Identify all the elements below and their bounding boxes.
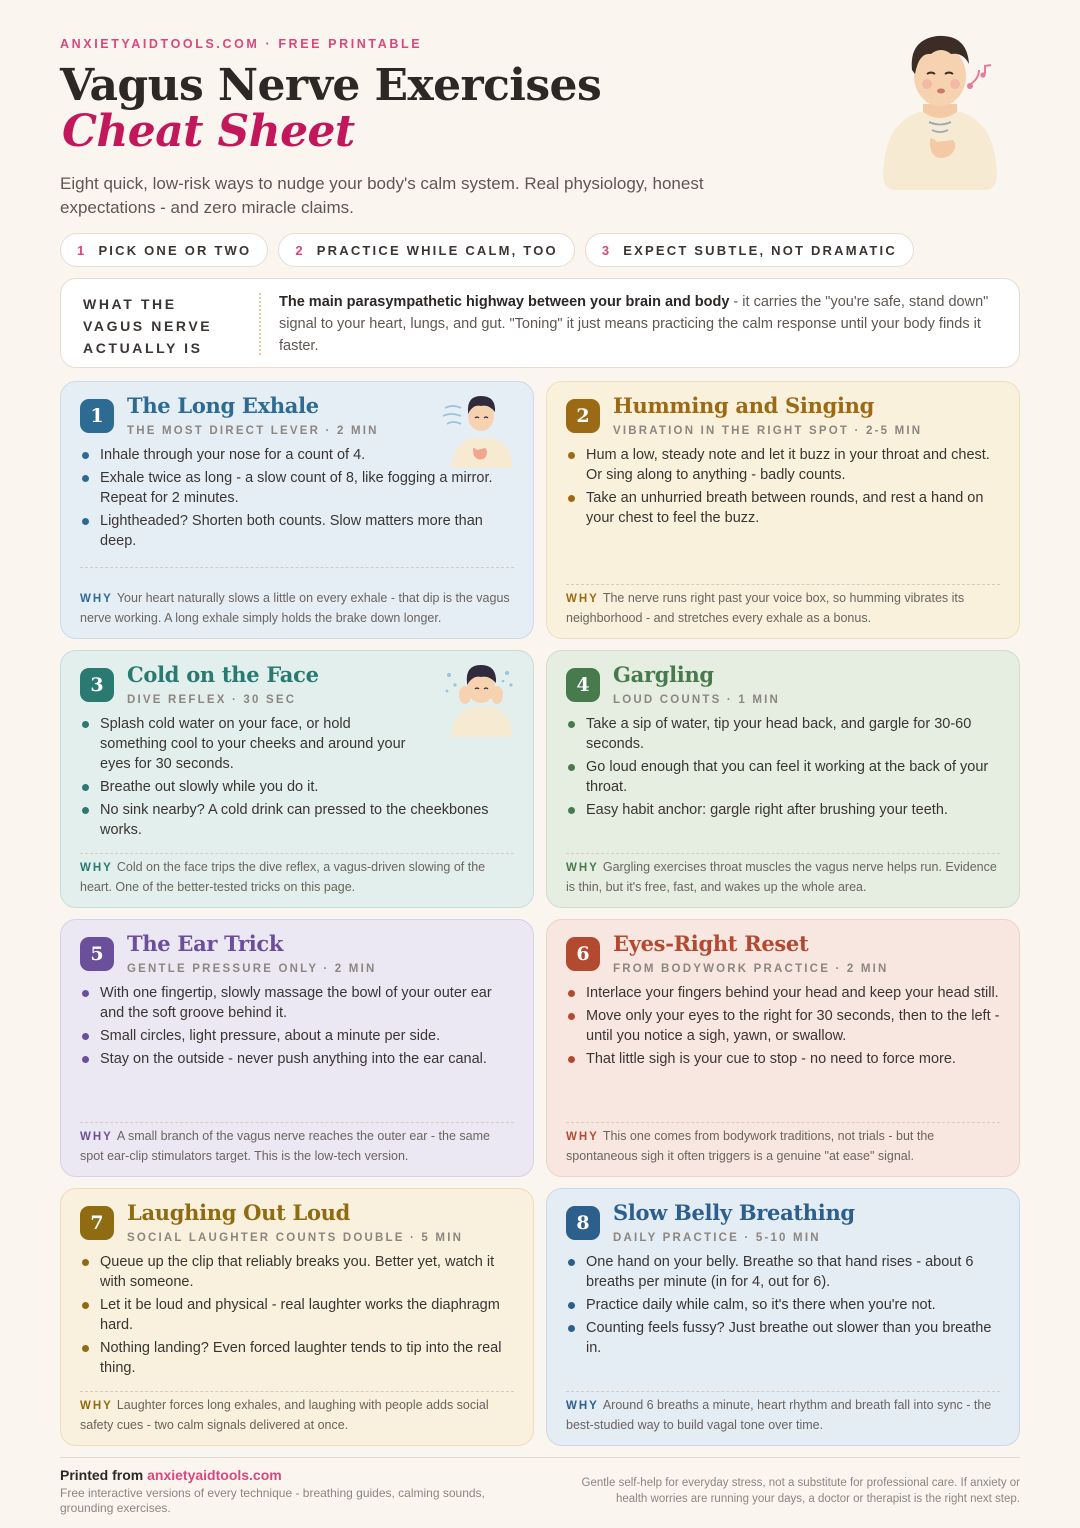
bullet-text: Move only your eyes to the right for 30 seconds, then to the left - until you notice a sigh, yawn, or swallow.	[586, 1008, 1000, 1044]
card-subtitle: DIVE REFLEX · 30 SEC	[127, 694, 297, 706]
why-text: A small branch of the vagus nerve reaches the outer ear - the same spot ear-clip stimulators target. This is the low-tech version.	[80, 1129, 490, 1163]
definition-label: WHAT THE VAGUS NERVE ACTUALLY IS	[83, 296, 213, 356]
bullet-text: Go loud enough that you can feel it working at the back of your throat.	[586, 759, 989, 795]
bullet-dot	[568, 990, 575, 997]
hero-humming-person-illustration	[875, 24, 1005, 194]
bullet-text: Nothing landing? Even forced laughter tends to tip into the real thing.	[100, 1340, 502, 1376]
card-why	[80, 1127, 516, 1166]
card-bullets	[567, 714, 1003, 823]
card-bullet	[81, 1026, 517, 1046]
bullet-dot	[568, 1259, 575, 1266]
bullet-text: Counting feels fussy? Just breathe out slower than you breathe in.	[586, 1320, 992, 1356]
why-text: Around 6 breaths a minute, heart rhythm and breath fall into sync - the best-studied way to build vagal tone over time.	[566, 1398, 992, 1432]
site-link[interactable]: anxietyaidtools.com	[147, 1467, 282, 1483]
card-bullet	[567, 800, 1003, 820]
card-title: The Ear Trick	[127, 931, 284, 956]
card-why	[80, 589, 516, 628]
card-bullet	[567, 1049, 1003, 1069]
bullet-dot	[82, 807, 89, 814]
card-number-badge: 4	[566, 668, 600, 702]
bullet-dot	[82, 990, 89, 997]
step-number: 1	[77, 242, 87, 258]
step-label: EXPECT SUBTLE, NOT DRAMATIC	[623, 242, 897, 258]
bullet-dot	[82, 452, 89, 459]
step-label: PRACTICE WHILE CALM, TOO	[316, 242, 558, 258]
exercise-card-7	[60, 1188, 534, 1446]
card-title: Gargling	[613, 662, 714, 687]
why-text: Cold on the face trips the dive reflex, a vagus-driven slowing of the heart. One of the better-tested tricks on this page.	[80, 860, 486, 894]
card-subtitle: GENTLE PRESSURE ONLY · 2 MIN	[127, 963, 377, 975]
bullet-text: Interlace your fingers behind your head and keep your head still.	[586, 985, 999, 1001]
card-number-badge: 7	[80, 1206, 114, 1240]
card-bullets	[81, 983, 517, 1072]
card-why	[566, 858, 1002, 897]
exercise-card-6	[546, 919, 1020, 1177]
bullet-dot	[82, 1259, 89, 1266]
step-pill-1	[60, 233, 268, 267]
card-why	[566, 1396, 1002, 1435]
bullet-dot	[568, 495, 575, 502]
step-pill-3	[585, 233, 914, 267]
bullet-dot	[568, 452, 575, 459]
bullet-dot	[82, 721, 89, 728]
printed-from	[60, 1467, 282, 1483]
bullet-dot	[82, 475, 89, 482]
card-bullet	[567, 488, 1003, 528]
card-bullets	[567, 445, 1003, 531]
exhale-person-illustration	[441, 388, 517, 468]
why-label: WHY	[566, 593, 599, 605]
bullet-dot	[568, 1325, 575, 1332]
why-label: WHY	[566, 1131, 599, 1143]
card-bullet	[567, 1295, 1003, 1315]
card-title: Humming and Singing	[613, 393, 874, 418]
definition-divider	[259, 293, 261, 355]
bullet-text: Practice daily while calm, so it's there when you're not.	[586, 1297, 936, 1313]
card-bullet	[567, 714, 1003, 754]
card-bullet	[81, 1338, 517, 1378]
card-title: Slow Belly Breathing	[613, 1200, 855, 1225]
card-subtitle: DAILY PRACTICE · 5-10 MIN	[613, 1232, 821, 1244]
why-text: Your heart naturally slows a little on every exhale - that dip is the vagus nerve working. A long exhale simply holds the brake down longer.	[80, 591, 510, 625]
card-bullets	[567, 1252, 1003, 1361]
bullet-text: Small circles, light pressure, about a minute per side.	[100, 1028, 441, 1044]
card-number-badge: 3	[80, 668, 114, 702]
why-label: WHY	[80, 862, 113, 874]
bullet-dot	[82, 1033, 89, 1040]
card-bullets	[81, 1252, 517, 1381]
printed-label: Printed from	[60, 1467, 144, 1483]
site-kicker: ANXIETYAIDTOOLS.COM · FREE PRINTABLE	[60, 37, 423, 51]
definition-box	[60, 278, 1020, 368]
step-number: 3	[601, 242, 612, 258]
card-bullet	[567, 1318, 1003, 1358]
steps-row	[60, 233, 914, 267]
exercise-card-8	[546, 1188, 1020, 1446]
card-bullet	[81, 800, 517, 840]
why-label: WHY	[80, 593, 113, 605]
card-why-divider	[566, 584, 1000, 585]
bullet-dot	[82, 1302, 89, 1309]
bullet-text: Exhale twice as long - a slow count of 8, like fogging a mirror. Repeat for 2 minutes.	[100, 470, 493, 506]
card-bullet	[81, 468, 517, 508]
why-text: Gargling exercises throat muscles the vagus nerve helps run. Evidence is thin, but it's free, fast, and wakes up the whole area.	[566, 860, 997, 894]
card-why	[80, 858, 516, 897]
card-subtitle: SOCIAL LAUGHTER COUNTS DOUBLE · 5 MIN	[127, 1232, 464, 1244]
bullet-text: Take a sip of water, tip your head back, and gargle for 30-60 seconds.	[586, 716, 972, 752]
card-bullet	[567, 1006, 1003, 1046]
bullet-text: Inhale through your nose for a count of 4.	[100, 447, 366, 463]
card-number-badge: 6	[566, 937, 600, 971]
card-bullet	[567, 757, 1003, 797]
why-text: This one comes from bodywork traditions, not trials - but the spontaneous sigh it often triggers is a genuine "at ease" signal.	[566, 1129, 935, 1163]
step-pill-2	[278, 233, 575, 267]
bullet-text: Easy habit anchor: gargle right after brushing your teeth.	[586, 802, 948, 818]
bullet-dot	[568, 1302, 575, 1309]
bullet-dot	[82, 1056, 89, 1063]
card-bullet	[81, 1295, 517, 1335]
card-bullet	[81, 1049, 517, 1069]
free-versions-note: Free interactive versions of every technique - breathing guides, calming sounds, grounding exercises.	[60, 1486, 485, 1515]
bullet-text: Take an unhurried breath between rounds, and rest a hand on your chest to feel the buzz.	[586, 490, 984, 526]
card-why-divider	[80, 567, 514, 568]
card-bullet	[81, 1252, 517, 1292]
card-title: The Long Exhale	[127, 393, 319, 418]
card-bullet	[81, 511, 517, 551]
card-number-badge: 8	[566, 1206, 600, 1240]
card-why	[80, 1396, 516, 1435]
disclaimer: Gentle self-help for everyday stress, not a substitute for professional care. If anxiety or health worries are running your days, a doctor or therapist is the right next step.	[581, 1477, 1020, 1505]
exercise-card-2	[546, 381, 1020, 639]
page-title-accent: Cheat Sheet	[62, 106, 355, 157]
bullet-text: No sink nearby? A cold drink can pressed to the cheekbones works.	[100, 802, 489, 838]
bullet-text: With one fingertip, slowly massage the bowl of your outer ear and the soft groove behind it.	[100, 985, 492, 1021]
card-why	[566, 589, 1002, 628]
bullet-text: Stay on the outside - never push anything into the ear canal.	[100, 1051, 487, 1067]
footer-divider	[60, 1457, 1020, 1458]
why-label: WHY	[80, 1400, 113, 1412]
why-text: Laughter forces long exhales, and laughing with people adds social safety cues - two calm signals delivered at once.	[80, 1398, 489, 1432]
card-why-divider	[566, 1391, 1000, 1392]
bullet-text: That little sigh is your cue to stop - no need to force more.	[586, 1051, 956, 1067]
bullet-text: Breathe out slowly while you do it.	[100, 779, 319, 795]
card-bullet	[81, 714, 411, 774]
card-bullet	[81, 445, 411, 465]
step-label: PICK ONE OR TWO	[98, 242, 252, 258]
bullet-text: Splash cold water on your face, or hold something cool to your cheeks and around your eyes for 30 seconds.	[100, 716, 406, 772]
card-bullet	[81, 983, 517, 1023]
exercise-card-4	[546, 650, 1020, 908]
card-number-badge: 5	[80, 937, 114, 971]
bullet-text: Let it be loud and physical - real laughter works the diaphragm hard.	[100, 1297, 500, 1333]
card-why	[566, 1127, 1002, 1166]
why-label: WHY	[80, 1131, 113, 1143]
bullet-text: One hand on your belly. Breathe so that hand rises - about 6 breaths per minute (in for 4, out for 6).	[586, 1254, 974, 1290]
card-why-divider	[80, 1391, 514, 1392]
card-subtitle: THE MOST DIRECT LEVER · 2 MIN	[127, 425, 379, 437]
card-number-badge: 1	[80, 399, 114, 433]
bullet-dot	[82, 518, 89, 525]
page-title: Vagus Nerve Exercises	[60, 60, 602, 111]
why-text: The nerve runs right past your voice box, so humming vibrates its neighborhood - and stretches every exhale as a bonus.	[566, 591, 965, 625]
definition-text	[279, 291, 999, 357]
definition-rest: - it carries the "you're safe, stand down" signal to your heart, lungs, and gut. "Toning" it just means practicing the calm response until your body finds it faster.	[279, 294, 989, 354]
step-number: 2	[295, 242, 305, 258]
exercise-card-3	[60, 650, 534, 908]
card-bullet	[567, 445, 1003, 485]
bullet-dot	[568, 721, 575, 728]
bullet-text: Hum a low, steady note and let it buzz in your throat and chest. Or sing along to anything - badly counts.	[586, 447, 990, 483]
bullet-dot	[568, 764, 575, 771]
card-title: Cold on the Face	[127, 662, 319, 687]
exercise-card-1	[60, 381, 534, 639]
why-label: WHY	[566, 1400, 599, 1412]
bullet-dot	[82, 1345, 89, 1352]
cold-face-person-illustration	[441, 657, 517, 737]
why-label: WHY	[566, 862, 599, 874]
exercise-card-5	[60, 919, 534, 1177]
card-title: Eyes-Right Reset	[613, 931, 809, 956]
card-bullets	[567, 983, 1003, 1072]
bullet-text: Lightheaded? Shorten both counts. Slow matters more than deep.	[100, 513, 483, 549]
bullet-text: Queue up the clip that reliably breaks you. Better yet, watch it with someone.	[100, 1254, 495, 1290]
card-number-badge: 2	[566, 399, 600, 433]
card-why-divider	[80, 1122, 514, 1123]
bullet-dot	[568, 807, 575, 814]
card-why-divider	[566, 1122, 1000, 1123]
card-subtitle: FROM BODYWORK PRACTICE · 2 MIN	[613, 963, 889, 975]
definition-bold: The main parasympathetic highway between your brain and body	[279, 294, 730, 310]
card-why-divider	[80, 853, 514, 854]
card-subtitle: VIBRATION IN THE RIGHT SPOT · 2-5 MIN	[613, 425, 923, 437]
page-subtitle: Eight quick, low-risk ways to nudge your body's calm system. Real physiology, honest expectations - and zero miracle claims.	[60, 174, 704, 217]
card-bullet	[567, 1252, 1003, 1292]
bullet-dot	[568, 1013, 575, 1020]
card-bullet	[567, 983, 1003, 1003]
card-title: Laughing Out Loud	[127, 1200, 351, 1225]
card-subtitle: LOUD COUNTS · 1 MIN	[613, 694, 781, 706]
card-bullet	[81, 777, 517, 797]
bullet-dot	[82, 784, 89, 791]
bullet-dot	[568, 1056, 575, 1063]
card-why-divider	[566, 853, 1000, 854]
